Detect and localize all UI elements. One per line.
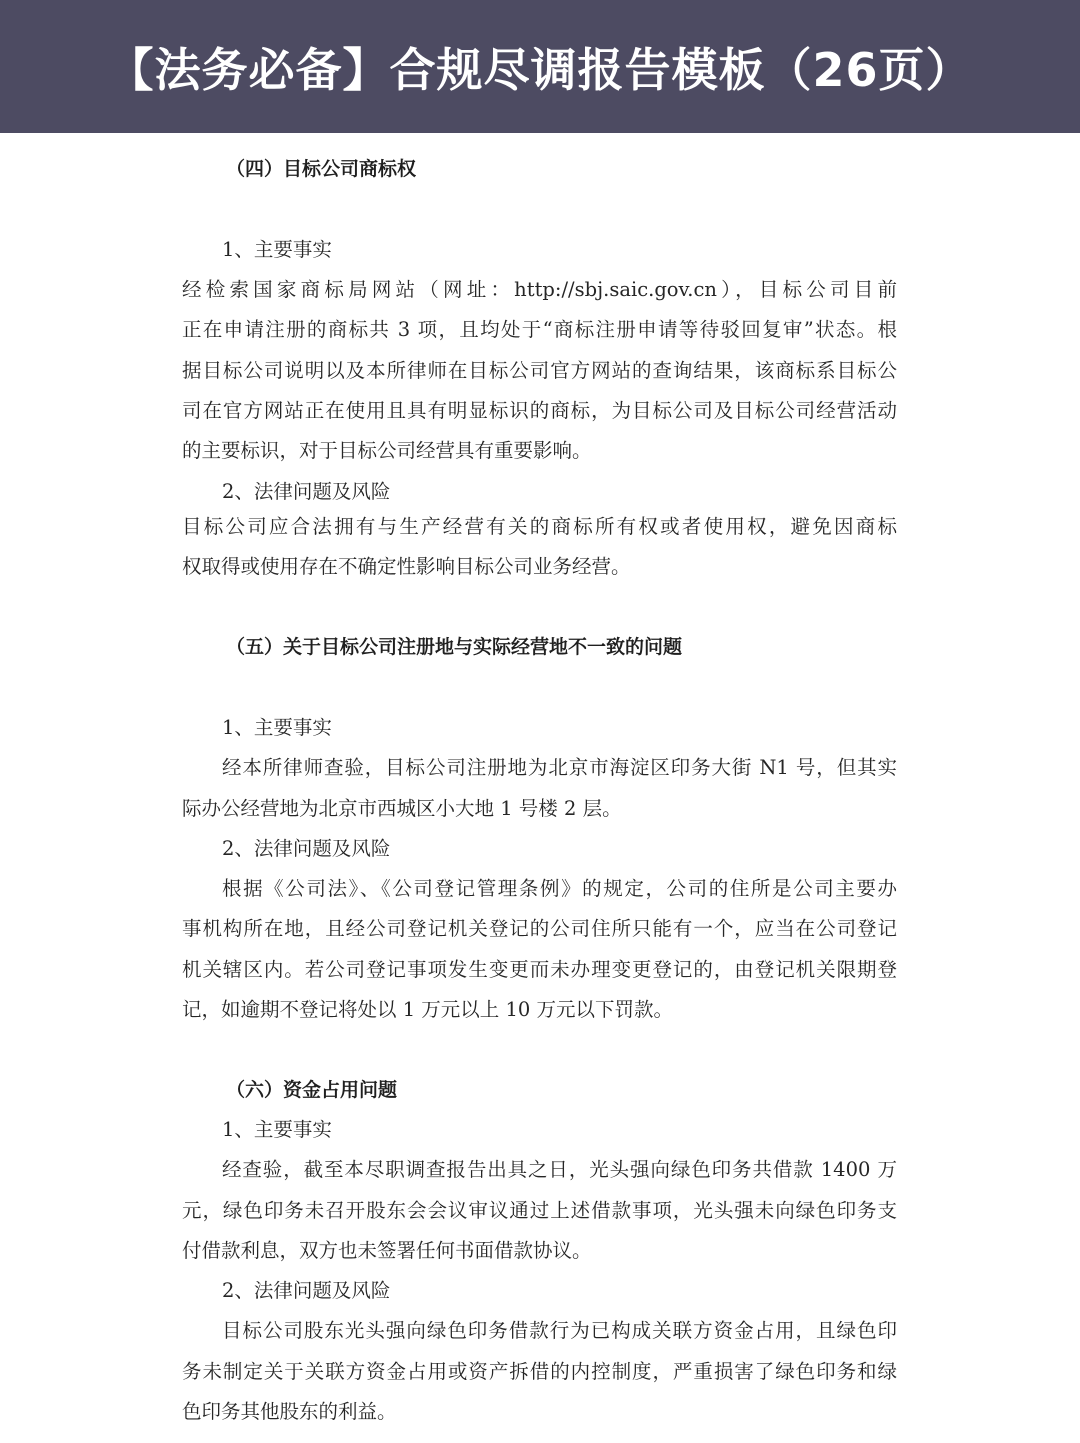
section-heading-trademark: （四）目标公司商标权 xyxy=(226,158,417,180)
subheading-main-facts: 1、主要事实 xyxy=(222,238,332,261)
paragraph-line: 司在官方网站正在使用且具有明显标识的商标，为目标公司及目标公司经营活动 xyxy=(182,399,897,422)
paragraph-line: 机关辖区内。若公司登记事项发生变更而未办理变更登记的，由登记机关限期登 xyxy=(182,958,897,981)
paragraph-line: 经本所律师查验，目标公司注册地为北京市海淀区印务大街 N1 号，但其实 xyxy=(222,756,897,779)
subheading-legal-risk: 2、法律问题及风险 xyxy=(222,837,391,860)
paragraph-line: 目标公司股东光头强向绿色印务借款行为已构成关联方资金占用，且绿色印 xyxy=(222,1319,897,1342)
paragraph-line: 的主要标识，对于目标公司经营具有重要影响。 xyxy=(182,439,592,462)
paragraph-line: 据目标公司说明以及本所律师在目标公司官方网站的查询结果，该商标系目标公 xyxy=(182,359,897,382)
paragraph-line: 经检索国家商标局网站（网址：http://sbj.saic.gov.cn），目标公司目前 xyxy=(182,278,897,301)
subheading-main-facts: 1、主要事实 xyxy=(222,716,332,739)
subheading-legal-risk: 2、法律问题及风险 xyxy=(222,1279,391,1302)
paragraph-line: 元，绿色印务未召开股东会会议审议通过上述借款事项，光头强未向绿色印务支 xyxy=(182,1199,897,1222)
subheading-main-facts: 1、主要事实 xyxy=(222,1118,332,1141)
paragraph-line: 根据《公司法》、《公司登记管理条例》的规定，公司的住所是公司主要办 xyxy=(222,877,897,900)
paragraph-line: 色印务其他股东的利益。 xyxy=(182,1400,397,1423)
section-heading-fund-occupation: （六）资金占用问题 xyxy=(226,1079,398,1101)
paragraph-line: 目标公司应合法拥有与生产经营有关的商标所有权或者使用权，避免因商标 xyxy=(182,515,897,538)
paragraph-line: 务未制定关于关联方资金占用或资产拆借的内控制度，严重损害了绿色印务和绿 xyxy=(182,1360,897,1383)
paragraph-line: 经查验，截至本尽职调查报告出具之日，光头强向绿色印务共借款 1400 万 xyxy=(222,1158,897,1181)
paragraph-line: 付借款利息，双方也未签署任何书面借款协议。 xyxy=(182,1239,592,1262)
paragraph-line: 事机构所在地，且经公司登记机关登记的公司住所只能有一个，应当在公司登记 xyxy=(182,917,897,940)
section-heading-registered-address: （五）关于目标公司注册地与实际经营地不一致的问题 xyxy=(226,636,683,658)
page-title: 【法务必备】合规尽调报告模板（26页） xyxy=(107,42,973,97)
paragraph-line: 权取得或使用存在不确定性影响目标公司业务经营。 xyxy=(182,555,631,578)
paragraph-line: 记，如逾期不登记将处以 1 万元以上 10 万元以下罚款。 xyxy=(182,998,674,1021)
subheading-legal-risk: 2、法律问题及风险 xyxy=(222,480,391,503)
paragraph-line: 正在申请注册的商标共 3 项，且均处于“商标注册申请等待驳回复审”状态。根 xyxy=(182,318,897,341)
paragraph-line: 际办公经营地为北京市西城区小大地 1 号楼 2 层。 xyxy=(182,797,622,820)
